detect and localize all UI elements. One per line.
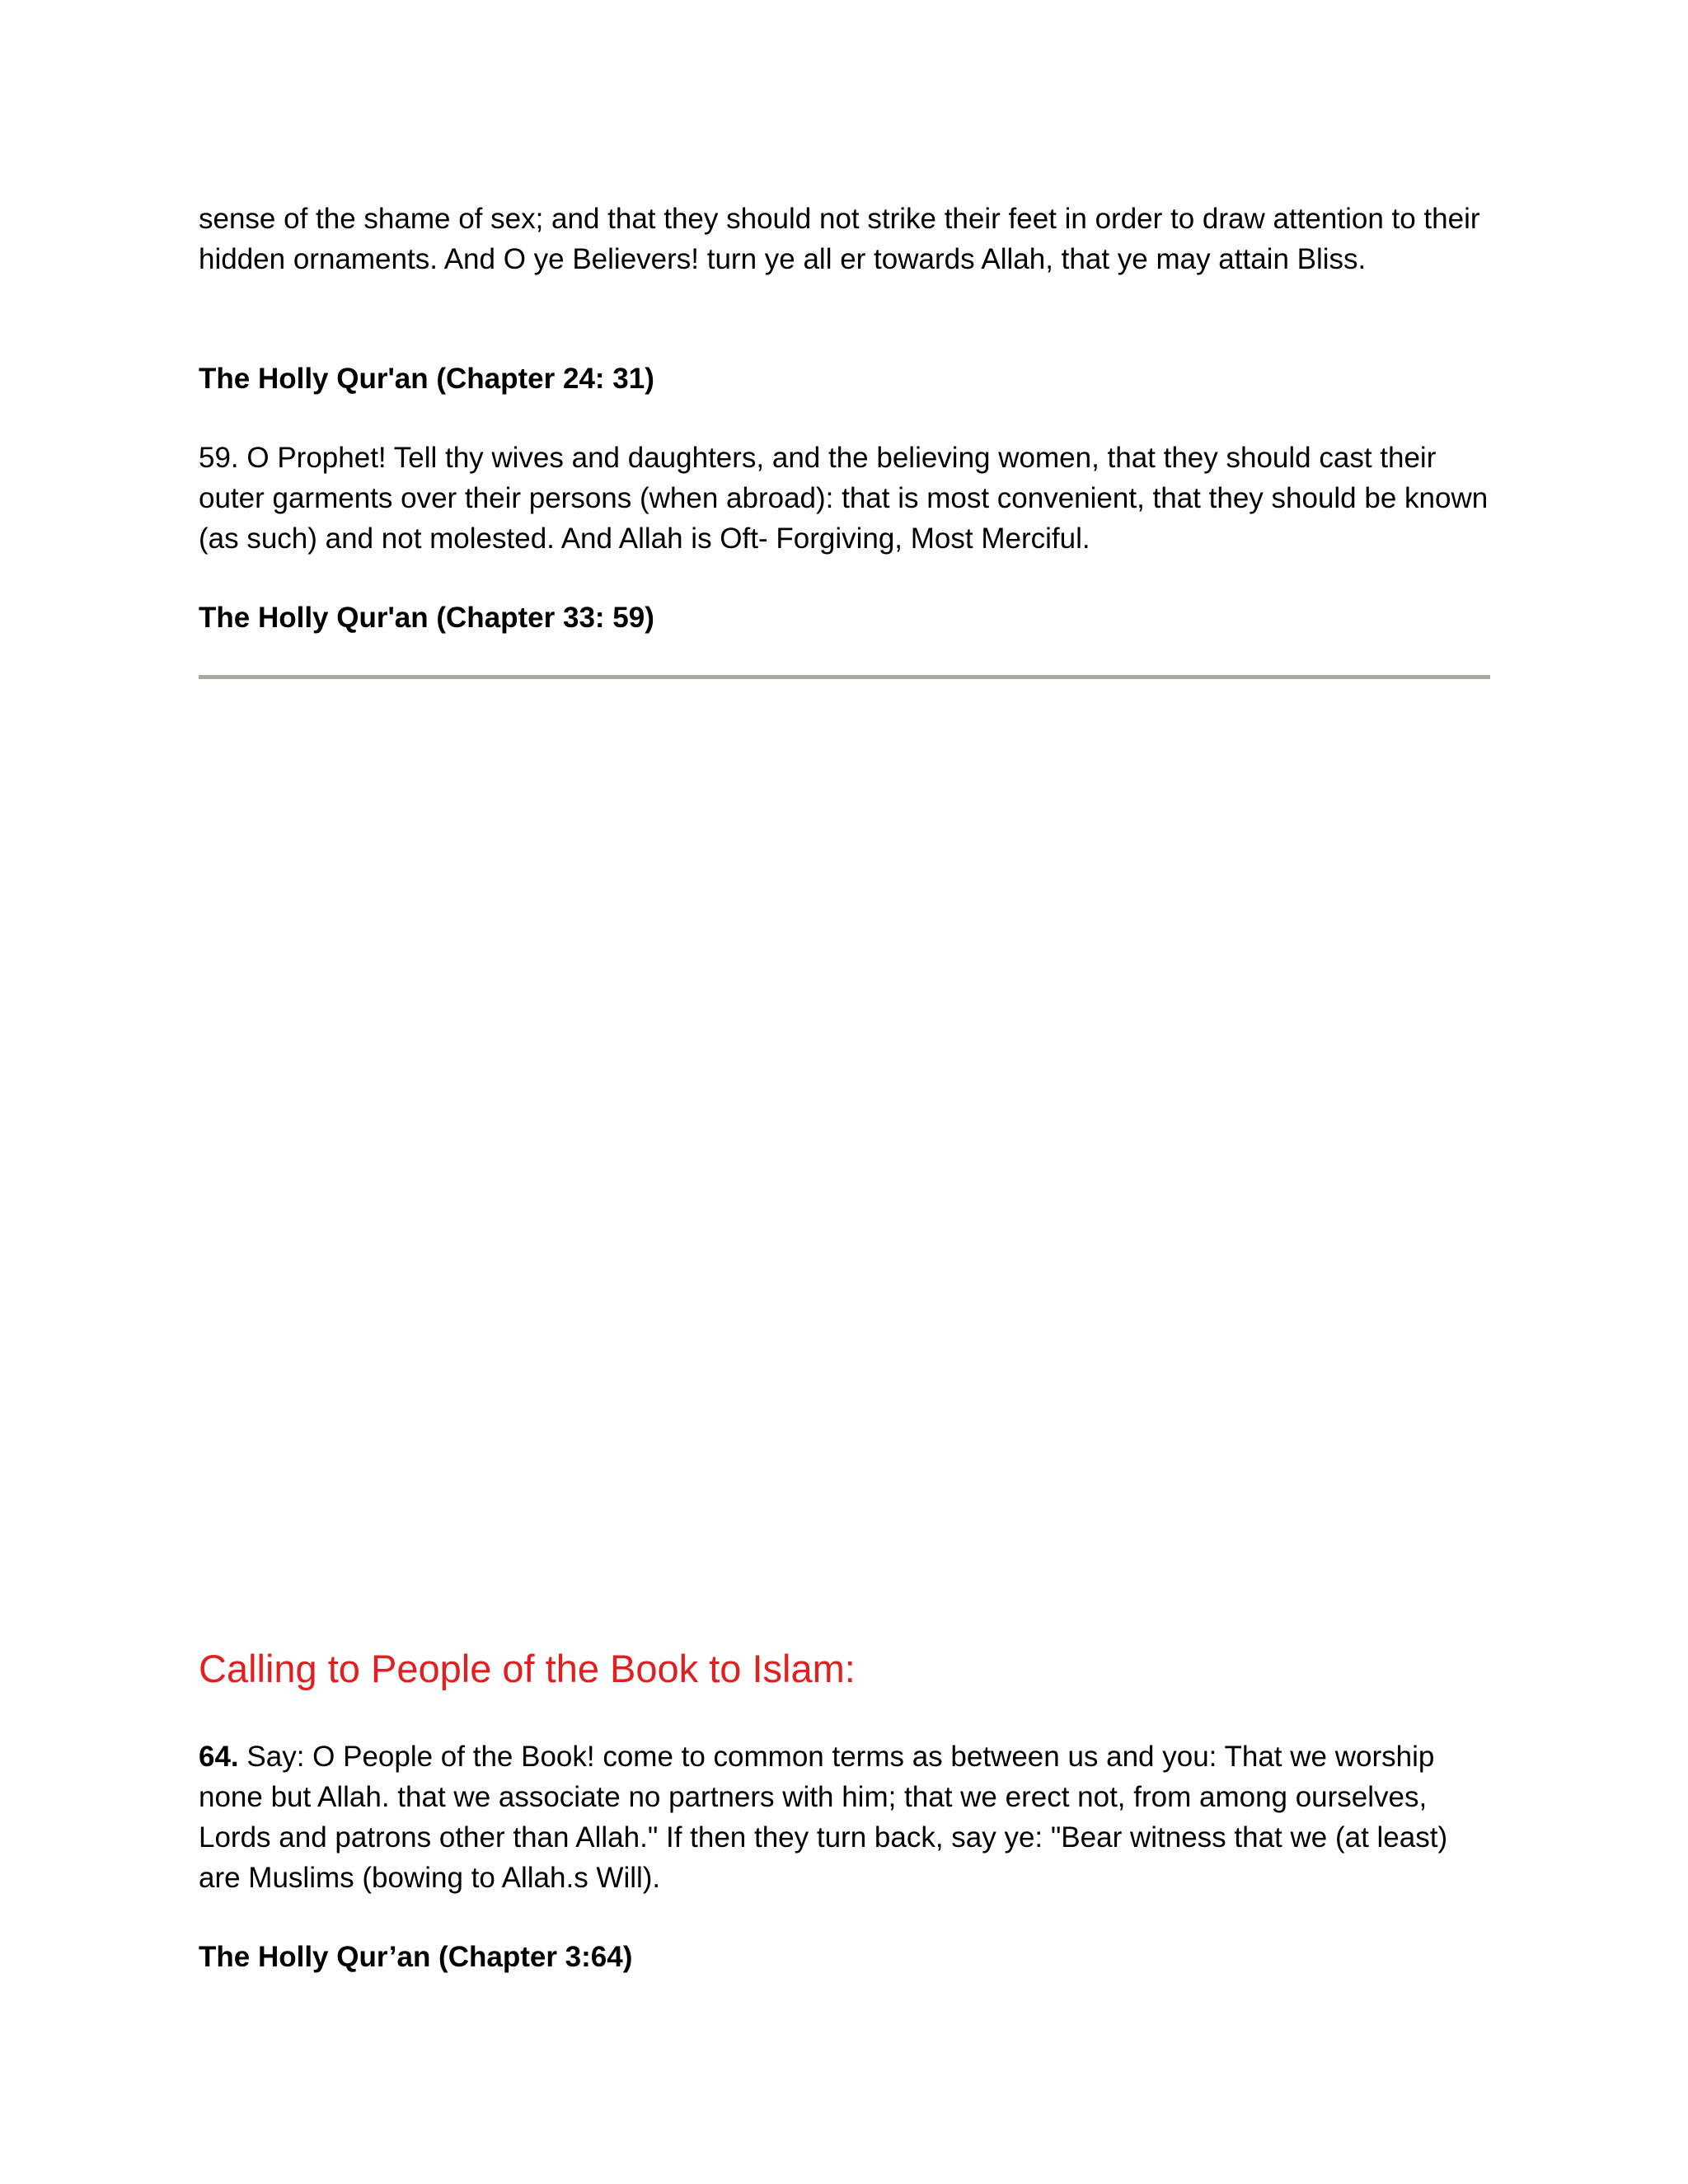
horizontal-divider bbox=[199, 675, 1490, 679]
verse-text: Say: O People of the Book! come to common terms as between us and you: That we worship none but Allah. that we associate no partners with him; that we erect not, from among ourselves, Lords and patrons other than Allah." If then they turn back, say ye: "Bear witness that we (at least) are Muslims (bowing to Allah.s Will). bbox=[199, 1741, 1448, 1894]
verse-number: 64. bbox=[199, 1741, 239, 1773]
paragraph-block-1 bbox=[199, 199, 1493, 279]
paragraph-text: 59. O Prophet! Tell thy wives and daughters, and the believing women, that they should cast their outer garments over their persons (when abroad): that is most convenient, that they should be known (as such) and not molested. And Allah is Oft- Forgiving, Most Merciful. bbox=[199, 442, 1489, 555]
verse-reference: The Holly Qur'an (Chapter 24: 31) bbox=[199, 363, 654, 395]
paragraph-block-3 bbox=[199, 1736, 1493, 1898]
reference-block-2 bbox=[199, 598, 1493, 638]
paragraph-text: sense of the shame of sex; and that they should not strike their feet in order to draw attention to their hidden ornaments. And O ye Believers! turn ye all er towards Allah, that ye may attain Bliss. bbox=[199, 203, 1480, 275]
section-heading: Calling to People of the Book to Islam: bbox=[199, 1647, 856, 1690]
reference-block-1 bbox=[199, 359, 1493, 399]
verse-reference: The Holly Qur’an (Chapter 3:64) bbox=[199, 1941, 633, 1973]
paragraph-block-2 bbox=[199, 438, 1493, 559]
paragraph-text bbox=[199, 1736, 1493, 1898]
reference-block-3 bbox=[199, 1937, 1493, 1977]
verse-reference: The Holly Qur'an (Chapter 33: 59) bbox=[199, 602, 654, 634]
